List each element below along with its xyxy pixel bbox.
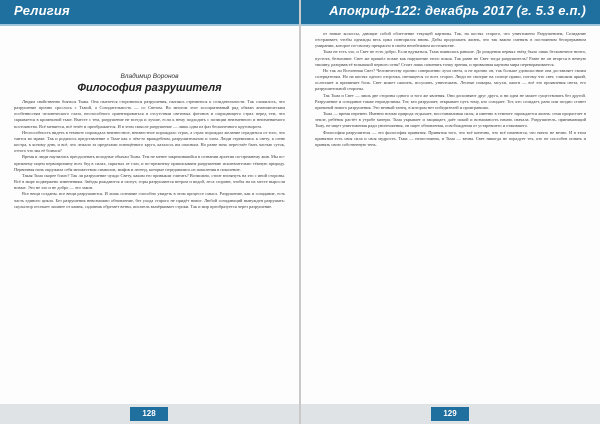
- left-page: [0, 0, 299, 424]
- paragraph: Но так ли Вселенная Свет? Человечеству прочно совершенно лучи света, и не прочно он, так больше удовольствие она доставляет своим созерцателям. Но на кистях одного отсрочка, светящееся со всех сторон. Люди не смотрят на солнце прямо, потому что свет, слишком яркий, ослепляет и причиняет боль. Свет может сжигать, иссушать, уничтожать. Лесные пожары, засухи, ожоги — всё это проявления света, его разрушительной стороны.: [315, 67, 586, 92]
- page-number: 128: [130, 407, 168, 421]
- page-number: 129: [431, 407, 469, 421]
- left-body-text: [14, 99, 285, 382]
- paragraph: Философия разрушителя — это философия принятия. Принятия того, что всё конечно, что всё изменится, что ничто не вечно. И в этом принятии есть своя сила и своя мудрость. Тьма — непостоянна, и Тьма — вечна. Свет никогда не порадует тех, кто не способен понять и принять свою собственную тень.: [315, 129, 586, 147]
- paragraph: Время и люди научились преодолевать исходные обычаи Тьмы. Тем не менее закрепившийся в сознании архетип по-прежнему жив. Мы по-прежнему ищем первопричину всех бед в силах, скрытых от глаз, и по-прежнему приписываем разрушению исключительно тёмную природу. Первичная ночь окружила себя множеством символов, мифов и легенд, которые передавались из поколения в поколение.: [14, 154, 285, 172]
- article-title: Философия разрушителя: [77, 82, 222, 94]
- right-page: [301, 0, 600, 424]
- right-footer-bar: [301, 404, 600, 424]
- left-header-bar: [0, 0, 299, 24]
- paragraph: Тьма не есть зло, и Свет не есть добро. Если вдуматься, Тьма появилась раньше. До рождения первых звёзд было лишь бесконечное ничто, пустота, безмолвие. Свет же пришёл позже как нарушение этого покоя. Так разве не Свет тогда разрушитель? Разве не он вторгся в вечную тишину, разорвав её вспышкой первого огня? Стоит лишь поменять точку зрения, и привычная картина мира переворачивается.: [315, 49, 586, 67]
- article-author: Владимир Воронов: [120, 73, 179, 80]
- issue-title: Апокриф-122: декабрь 2017 (г. 5.3 е.п.): [329, 3, 586, 18]
- right-body-text: [315, 31, 586, 381]
- left-footer-bar: [0, 404, 299, 424]
- right-header-rule: [301, 24, 600, 26]
- paragraph: Неспособность видеть в темноте порождала неизвестное, неизвестное порождало страх, а страх порождал желание оградиться от того, что таится во мраке. Так и родилось представление о Тьме как о чём-то враждебном, разрушительном и злом. Люди стремились к свету, к огню костра, к ясному дню, и всё, что лежало за пределами освещённого круга, казалось им опасным. Но разве ночь перестаёт быть частью суток, оттого что мы её боимся?: [14, 129, 285, 154]
- right-header-bar: [301, 0, 600, 24]
- left-header-rule: [0, 24, 299, 26]
- section-title: Религия: [14, 3, 70, 18]
- paragraph: Так Тьма и Свет — лишь две стороны одного и того же явления. Они дополняют друг друга, и ни одна не может существовать без другой. Разрушение и созидание также неразделимы. Тот, кто разрушает, открывает путь тому, кто созидает. Тот, кто созидает, рано или поздно станет причиной нового разрушения. Это вечный танец, в котором нет победителей и проигравших.: [315, 92, 586, 110]
- paragraph: Такая Тьма скорее благо? Так ли разрушение чуждо Свету, каким его привыкли считать? Возможно, стоит взглянуть на это с иной стороны. Всё в мире подвержено изменениям. Звёзды рождаются и гаснут, горы разрушаются ветром и водой, леса сгорают, чтобы на их месте выросли новые. Это не зло и не добро — это закон.: [14, 172, 285, 191]
- paragraph: от новые колоссы, дающие собой облегчение текущей картины. Так, на костях старого, что уничтожено Разрушением, Созидание отстраивает, чтобы однажды весь цикл повторился вновь. Дабы продолжать жизнь, что так важно сменять в постоянном беспрерывном умирании, которое по-своему прекрасно в своём неизбежном постоянстве.: [315, 31, 586, 49]
- paragraph: Тьма — время перемен. Именно ночью природа отдыхает, восстанавливая силы, и именно в темноте зарождается жизнь: семя прорастает в земле, ребёнок растёт в утробе матери. Тьма укрывает и защищает, даёт покой и возможность начать сначала. Разрушитель, принимающий Тьму, не ищет уничтожения ради уничтожения, он ищет обновления, освобождения от устаревшего и отжившего.: [315, 111, 586, 129]
- paragraph: Все вещи созданы, все вещи разрушаются. И лишь сознание способно увидеть в этом процессе смысл. Разрушение, как и созидание, есть часть единого цикла. Без разрушения невозможно обновление, без ухода старого не придёт новое. Любой созидающий вынужден разрушать: скульптор отсекает лишнее от камня, садовник обрезает ветви, писатель вычёркивает строки. Так и мир преобразуется через разрушение.: [14, 191, 285, 209]
- paragraph: Людям свойственно бояться Тьмы. Она пытается сторониться разрушения, пытаясь стремиться к созидательности. Так сложилось, что разрушение прочно срослось с Тьмой, а Созидательность — со Светом. Во многом этот ассоциативный ряд обязан анатомическим особенностям человеческого глаза, неспособного ориентироваться в отсутствии световых фотонов и ощущающего страх перед тем, что скрывается в кромешной тьме. Вместе с тем, разрушение не всегда и лучше, если к нему подходить с позиции неизменного и неизменяемого постоянства. Всё меняется, всё течёт и преображается. И в этом смысле разрушение — лишь одна из фаз бесконечного круговорота.: [14, 99, 285, 129]
